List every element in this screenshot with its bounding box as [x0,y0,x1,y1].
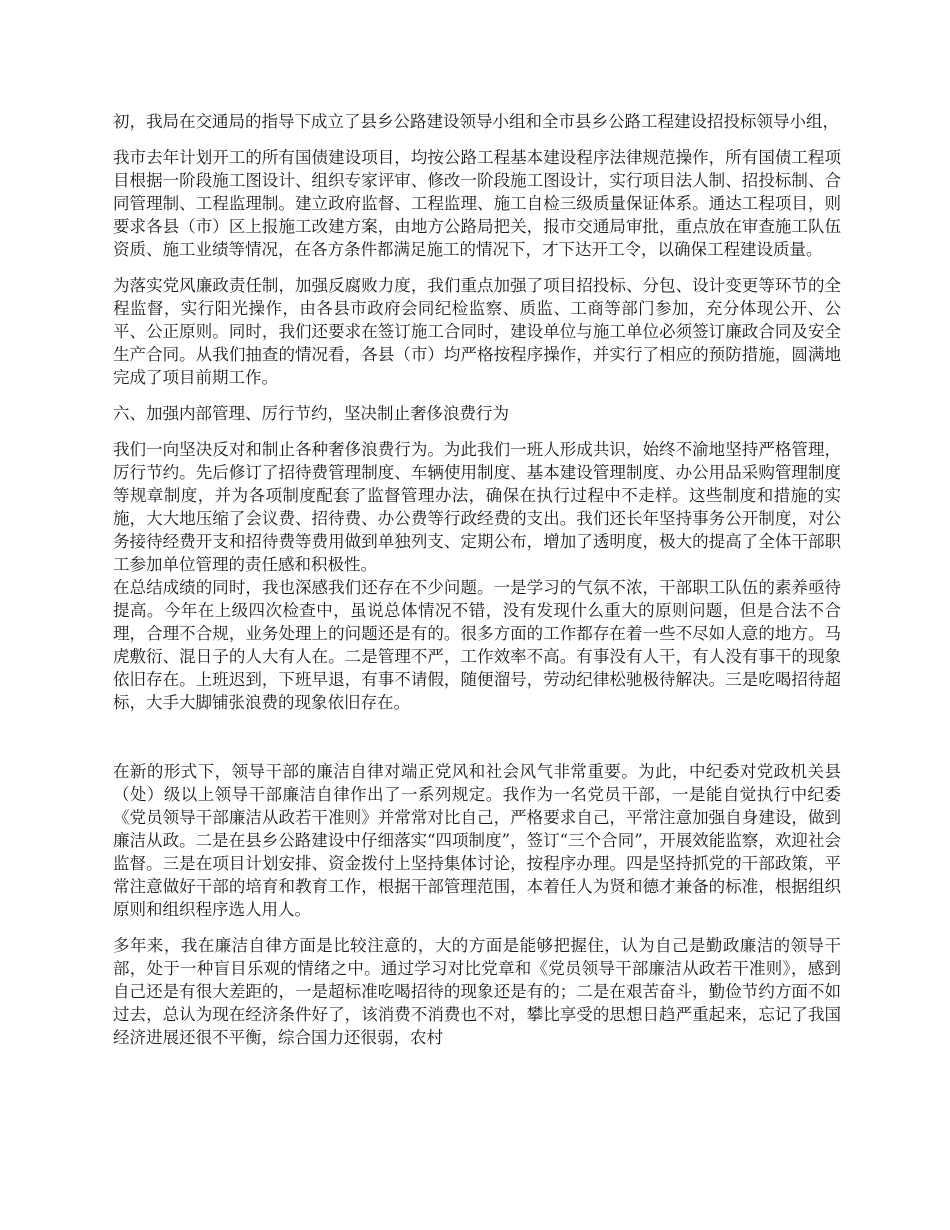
paragraph-anti-waste: 我们一向坚决反对和制止各种奢侈浪费行为。为此我们一班人形成共识，始终不渝地坚持严格管理，厉行节约。先后修订了招待费管理制度、车辆使用制度、基本建设管理制度、办公用品采购管理制度等规章制度，并为各项制度配套了监督管理办法，确保在执行过程中不走样。这些制度和措施的实施，大大地压缩了会议费、招待费、办公费等行政经费的支出。我们还长年坚持事务公开制度，对公务接待经费开支和招待费等费用做到单独列支、定期公布，增加了透明度，极大的提高了全体干部职工参加单位管理的责任感和积极性。 [113,440,841,574]
paragraph-self-reflection: 多年来，我在廉洁自律方面是比较注意的，大的方面是能够把握住，认为自己是勤政廉洁的领导干部，处于一种盲目乐观的情绪之中。通过学习对比党章和《党员领导干部廉洁从政若干准则》，感到自己还是有很大差距的，一是超标准吃喝招待的现象还是有的；二是在艰苦奋斗，勤俭节约方面不如过去，总认为现在经济条件好了，该消费不消费也不对，攀比享受的思想日趋严重起来，忘记了我国经济进展还很不平衡，综合国力还很弱，农村 [113,936,841,1047]
paragraph-national-debt-projects: 我市去年计划开工的所有国债建设项目，均按公路工程基本建设程序法律规范操作，所有国债工程项目根据一阶段施工图设计、组织专家评审、修改一阶段施工图设计，实行项目法人制、招投标制、合同管理制、工程监理制。建立政府监督、工程监理、施工自检三级质量保证体系。通达工程项目，则要求各县（市）区上报施工改建方案，由地方公路局把关，报市交通局审批，重点放在审查施工队伍资质、施工业绩等情况，在各方条件都满足施工的情况下，才下达开工令，以确保工程建设质量。 [113,148,841,259]
paragraph-anti-corruption: 为落实党风廉政责任制，加强反腐败力度，我们重点加强了项目招投标、分包、设计变更等环节的全程监督，实行阳光操作，由各县市政府会同纪检监察、质监、工商等部门参加，充分体现公开、公平、公正原则。同时，我们还要求在签订施工合同时，建设单位与施工单位必须签订廉政合同及安全生产合同。从我们抽查的情况看，各县（市）均严格按程序操作，并实行了相应的预防措施，圆满地完成了项目前期工作。 [113,276,841,387]
document-body [113,110,841,1062]
paragraph-leading-groups: 初，我局在交通局的指导下成立了县乡公路建设领导小组和全市县乡公路工程建设招投标领导小组， [113,112,839,131]
section-heading-internal-management: 六、加强内部管理、厉行节约，坚决制止奢侈浪费行为 [113,404,509,423]
paragraph-problems: 在总结成绩的同时，我也深感我们还存在不少问题。一是学习的气氛不浓，干部职工队伍的素养亟待提高。今年在上级四次检查中，虽说总体情况不错，没有发现什么重大的原则问题，但是合法不合理，合理不合规，业务处理上的问题还是有的。很多方面的工作都存在着一些不尽如人意的地方。马虎敷衍、混日子的人大有人在。二是管理不严，工作效率不高。有事没有人干，有人没有事干的现象依旧存在。上班迟到，下班早退，有事不请假，随便溜号，劳动纪律松驰极待解决。三是吃喝招待超标，大手大脚铺张浪费的现象依旧存在。 [113,578,841,712]
paragraph-self-discipline: 在新的形式下，领导干部的廉洁自律对端正党风和社会风气非常重要。为此，中纪委对党政机关县（处）级以上领导干部廉洁自律作出了一系列规定。我作为一名党员干部，一是能自觉执行中纪委《党员领导干部廉洁从政若干准则》并常常对比自己，严格要求自己，平常注意加强自身建设，做到廉洁从政。二是在县乡公路建设中仔细落实“四项制度”，签订“三个合同”，开展效能监察，欢迎社会监督。三是在项目计划安排、资金拨付上坚持集体讨论，按程序办理。四是坚持抓党的干部政策，平常注意做好干部的培育和教育工作，根据干部管理范围，本着任人为贤和德才兼备的标准，根据组织原则和组织程序选人用人。 [113,762,841,919]
